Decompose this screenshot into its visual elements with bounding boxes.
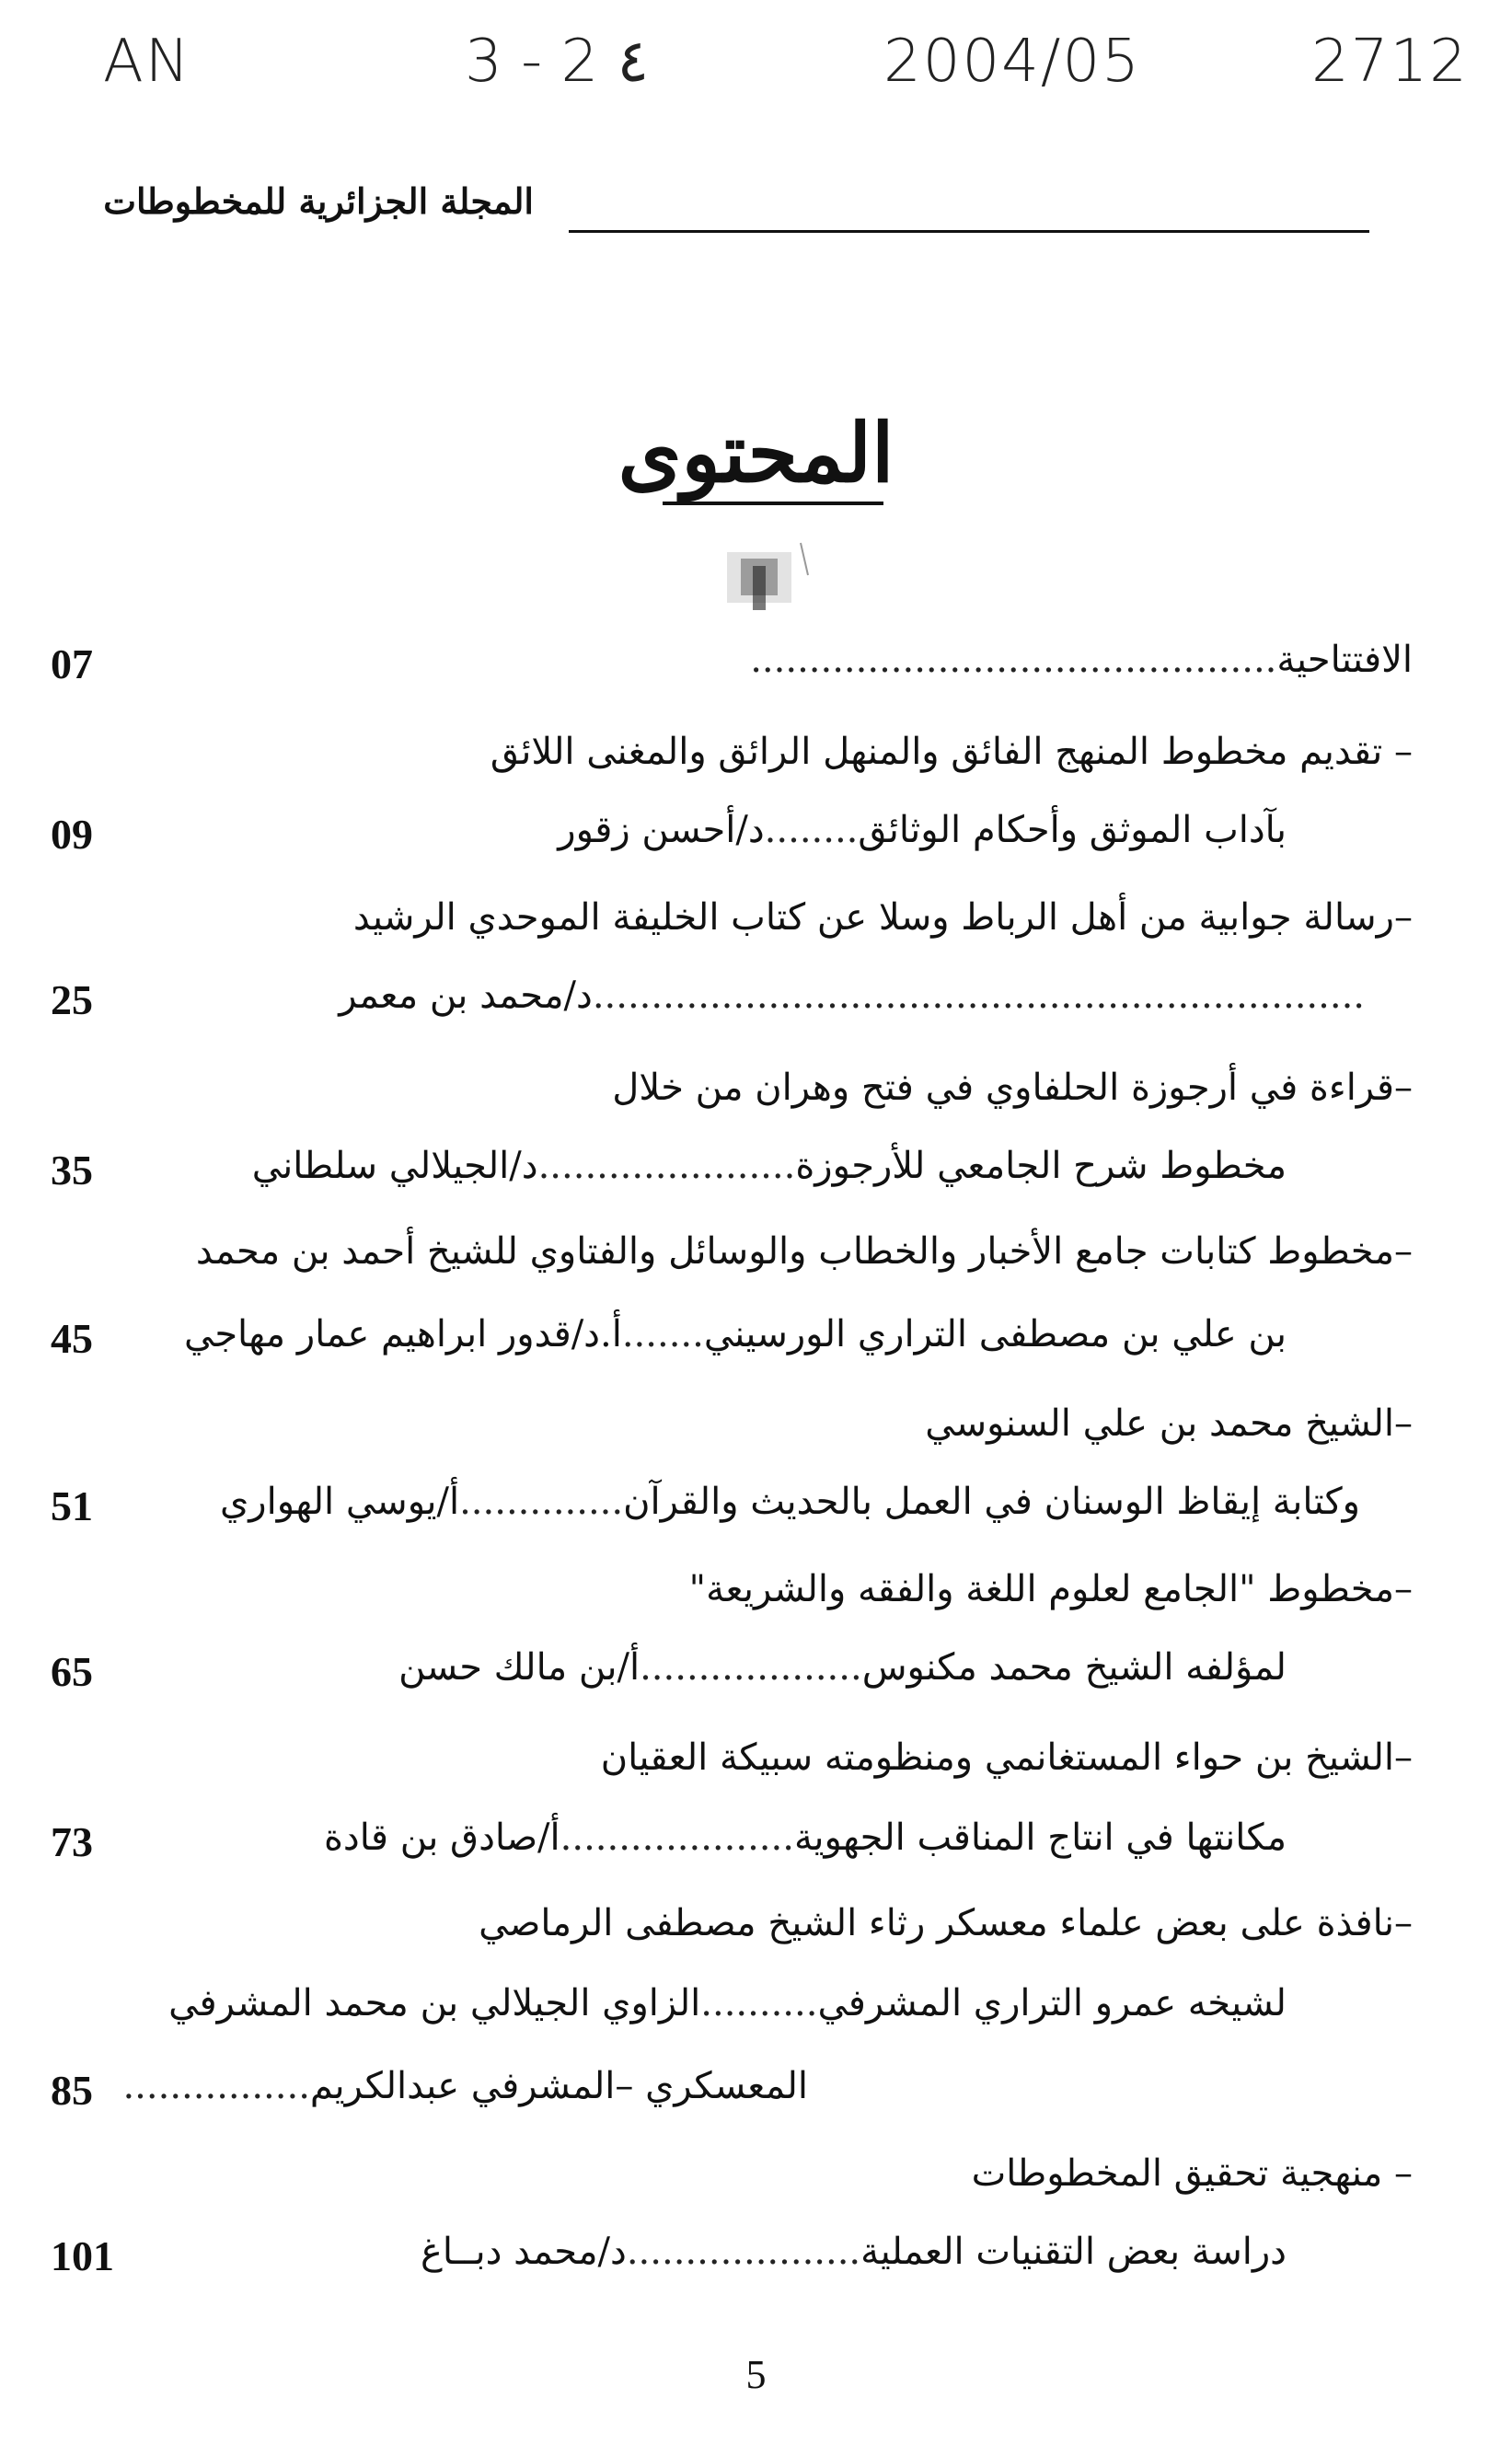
toc-dots: ...................... bbox=[537, 1145, 796, 1187]
toc-entry-line bbox=[220, 1482, 1360, 1522]
toc-page-number: 45 bbox=[51, 1315, 93, 1362]
toc-entry-title: – تقديم مخطوط المنهج الفائق والمنهل الرائق والمغنى اللائق bbox=[490, 731, 1413, 773]
toc-page-number: 101 bbox=[51, 2232, 114, 2279]
toc-page-number: 65 bbox=[51, 1648, 93, 1695]
toc-entry-title: لشيخه عمرو التراري المشرفي bbox=[817, 1982, 1287, 2024]
toc-entry-line bbox=[925, 1403, 1413, 1444]
toc-entry-line bbox=[421, 2232, 1287, 2272]
handwritten-code-mark: 3 - 2 ٤ bbox=[465, 28, 649, 96]
toc-entry-title: بآداب الموثق وأحكام الوثائق bbox=[858, 809, 1287, 851]
toc-page-number: 25 bbox=[51, 976, 93, 1023]
toc-entry-title: لمؤلفه الشيخ محمد مكنوس bbox=[861, 1646, 1287, 1689]
toc-entry-author: أ/صادق بن قادة bbox=[323, 1816, 560, 1859]
toc-entry-line bbox=[339, 975, 1365, 1016]
toc-dots: .................................................................. bbox=[592, 975, 1365, 1017]
toc-entry-line bbox=[252, 1146, 1287, 1186]
toc-entry-author: د/محمد دبــاغ bbox=[421, 2231, 627, 2273]
page-number: 5 bbox=[745, 2352, 767, 2397]
toc-entry-line bbox=[122, 2066, 808, 2106]
toc-entry-line bbox=[689, 1569, 1413, 1609]
toc-entry-title: –قراءة في أرجوزة الحلفاوي في فتح وهران من خلال bbox=[612, 1067, 1413, 1109]
toc-entry-title: وكتابة إيقاظ الوسنان في العمل بالحديث والقرآن bbox=[623, 1481, 1360, 1523]
toc-entry-line bbox=[353, 897, 1413, 938]
page-title: المحتوى bbox=[617, 405, 895, 501]
toc-entry-title: مكانتها في انتاج المناقب الجهوية bbox=[793, 1816, 1287, 1859]
toc-entry-line bbox=[601, 1737, 1413, 1778]
toc-entry-author: د/الجيلالي سلطاني bbox=[251, 1145, 538, 1187]
handwritten-number-mark: 2712 bbox=[1311, 28, 1469, 96]
toc-entry-title: –الشيخ بن حواء المستغانمي ومنظومته سبيكة العقيان bbox=[600, 1736, 1413, 1779]
toc-dots: ............................................. bbox=[750, 639, 1277, 681]
toc-entry-line bbox=[196, 1231, 1413, 1272]
toc-entry-title: –مخطوط "الجامع لعلوم اللغة والفقه والشريعة" bbox=[688, 1568, 1413, 1610]
toc-entry-title: المعسكري –المشرفي عبدالكريم bbox=[309, 2065, 808, 2107]
toc-dots: ................ bbox=[122, 2065, 310, 2107]
toc-entry-line bbox=[184, 1314, 1287, 1355]
toc-entry-title: –مخطوط كتابات جامع الأخبار والخطاب والوسائل والفتاوي للشيخ أحمد بن محمد bbox=[195, 1230, 1413, 1273]
toc-entry-line bbox=[612, 1067, 1413, 1108]
toc-page-number: 85 bbox=[51, 2067, 93, 2114]
toc-page-number: 09 bbox=[51, 811, 93, 858]
toc-entry-line bbox=[398, 1647, 1287, 1688]
handwritten-catalog-mark: AN bbox=[103, 28, 191, 96]
toc-entry-line bbox=[324, 1817, 1287, 1858]
toc-entry-title: –رسالة جوابية من أهل الرباط وسلا عن كتاب الخليفة الموحدي الرشيد bbox=[352, 896, 1413, 939]
toc-entry-title: – منهجية تحقيق المخطوطات bbox=[971, 2152, 1413, 2195]
toc-dots: ........ bbox=[764, 809, 859, 851]
toc-entry-line bbox=[491, 732, 1413, 772]
toc-entry-line bbox=[750, 640, 1413, 680]
toc-entry-line bbox=[558, 810, 1287, 850]
toc-entry-author: د/محمد بن معمر bbox=[339, 975, 593, 1017]
toc-page-number: 51 bbox=[51, 1482, 93, 1529]
toc-entry-line bbox=[972, 2153, 1413, 2194]
toc-entry-author: أ/بن مالك حسن bbox=[398, 1646, 641, 1689]
toc-dots: .................... bbox=[560, 1816, 794, 1859]
toc-entry-title: الافتتاحية bbox=[1276, 639, 1413, 681]
toc-entry-author: أ.د/قدور ابراهيم عمار مهاجي bbox=[183, 1313, 622, 1355]
toc-dots: ................... bbox=[640, 1646, 862, 1689]
toc-dots: .................... bbox=[626, 2231, 861, 2273]
toc-dots: .............. bbox=[459, 1481, 624, 1523]
toc-entry-author: د/أحسن زقور bbox=[558, 809, 765, 851]
handwritten-date-mark: 2004/05 bbox=[883, 28, 1141, 96]
toc-entry-title: –الشيخ محمد بن علي السنوسي bbox=[925, 1402, 1413, 1445]
toc-entry-line bbox=[168, 1983, 1287, 2024]
toc-dots: .......... bbox=[700, 1982, 818, 2024]
toc-entry-author: أ/يوسي الهواري bbox=[219, 1481, 460, 1523]
toc-entry-title: دراسة بعض التقنيات العملية bbox=[860, 2231, 1287, 2273]
toc-entry-title: مخطوط شرح الجامعي للأرجوزة bbox=[795, 1145, 1287, 1187]
toc-dots: ....... bbox=[621, 1313, 704, 1355]
toc-page-number: 35 bbox=[51, 1147, 93, 1194]
toc-page-number: 07 bbox=[51, 640, 93, 687]
toc-entry-author: الزاوي الجيلالي بن محمد المشرفي bbox=[168, 1982, 701, 2024]
toc-entry-line bbox=[479, 1903, 1413, 1943]
toc-entry-title: بن علي بن مصطفى التراري الورسيني bbox=[703, 1313, 1287, 1355]
journal-title: المجلة الجزائرية للمخطوطات bbox=[103, 180, 534, 222]
toc-entry-title: –نافذة على بعض علماء معسكر رثاء الشيخ مصطفى الرماصي bbox=[479, 1902, 1413, 1944]
toc-page-number: 73 bbox=[51, 1818, 93, 1865]
